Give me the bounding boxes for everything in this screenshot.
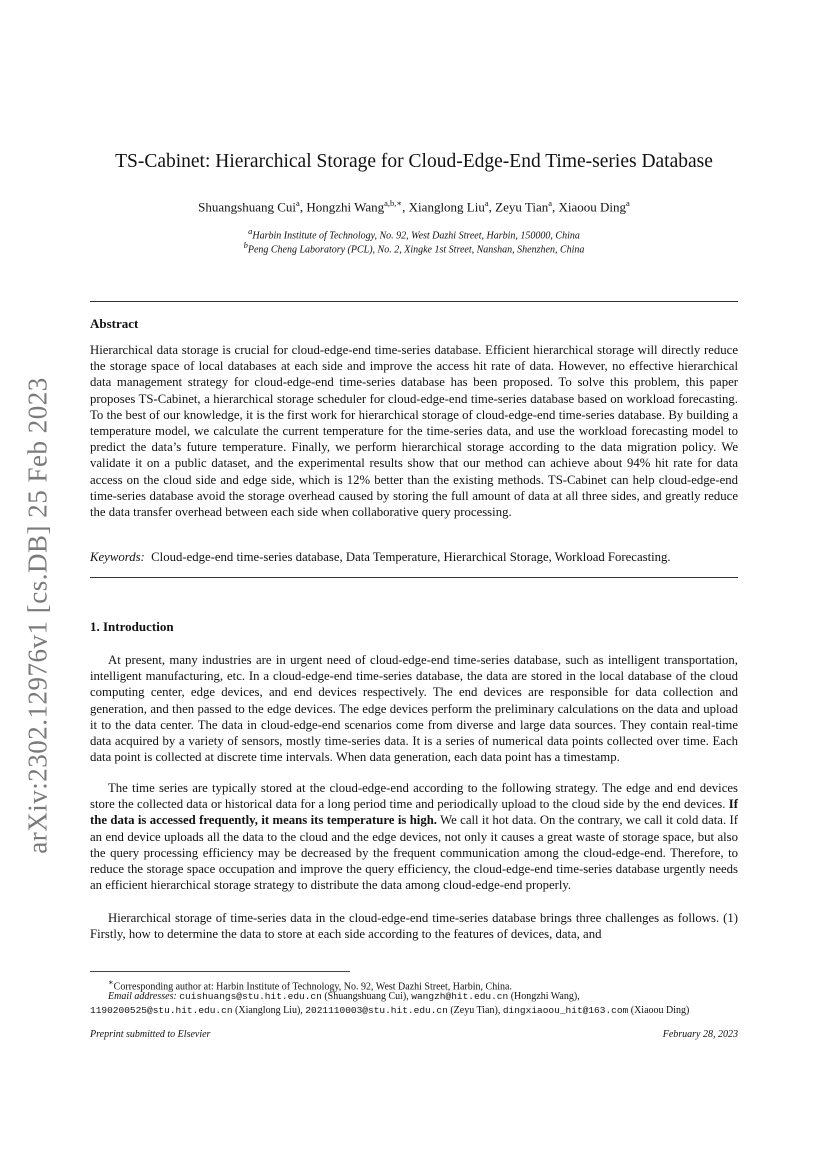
- email-link[interactable]: dingxiaoou_hit@163.com: [502, 1004, 629, 1016]
- keywords-text: Cloud-edge-end time-series database, Data Temperature, Hierarchical Storage, Workload Forecasting.: [151, 550, 671, 564]
- paper-title: TS-Cabinet: Hierarchical Storage for Cloud-Edge-End Time-series Database: [115, 151, 713, 172]
- footer-preprint-note: Preprint submitted to Elsevier: [90, 1029, 211, 1040]
- emphasized-sentence: If the data is accessed frequently, it means its temperature is high.: [90, 797, 738, 828]
- affiliation-b: [90, 240, 738, 255]
- footer-date: February 28, 2023: [662, 1029, 738, 1040]
- introduction-paragraph-2: [90, 780, 738, 893]
- abstract-text: Hierarchical data storage is crucial for cloud-edge-end time-series database. Efficient hierarchical storage will directly reduce the storage space of local databases at each side and improve the access hit rate of data. However, no effective hierarchical data management strategy for cloud-edge-end time-series database has been proposed. To solve this problem, this paper proposes TS-Cabinet, a hierarchical storage scheduler for cloud-edge-end time-series database based on workload forecasting. To the best of our knowledge, it is the first work for hierarchical storage of cloud-edge-end time-series database. By building a temperature model, we calculate the current temperature for the time-series data, and use the workload forecasting model to predict the data’s future temperature. Finally, we perform hierarchical storage according to the data migration policy. We validate it on a public dataset, and the experimental results show that our method can achieve about 94% hit rate for data access on the cloud side and edge side, which is 12% better than the existing methods. TS-Cabinet can help cloud-edge-end time-series database avoid the storage overhead caused by storing the full amount of data at all three sides, and greatly reduce the data transfer overhead between each side when collaborative query processing.: [90, 343, 738, 520]
- email-link[interactable]: wangzh@hit.edu.cn: [411, 991, 509, 1002]
- email-owner: (Xiaoou Ding): [628, 1004, 690, 1016]
- introduction-paragraph-1: At present, many industries are in urgent need of cloud-edge-end time-series database, such as intelligent transportation, intelligent manufacturing, etc. In a cloud-edge-end time-series database, the data are stored in the local database of the cloud computing center, edge devices, and end devices respectively. The end devices are responsible for data collection and generation, and then passed to the edge devices. The edge devices perform the preliminary calculations on the data and upload it to the data center. The data in cloud-edge-end scenarios come from diverse and large data sources. They contain real-time data acquired by a variety of sensors, mostly time-series data. It is a series of numerical data points collected over time. Each data point is collected at discrete time intervals. When data generation, each data point has a timestamp.: [90, 653, 738, 765]
- email-link[interactable]: 1190200525@stu.hit.edu.cn: [90, 1004, 233, 1016]
- author-name: Xiaoou Ding: [558, 199, 627, 215]
- author-affiliation-mark: a: [626, 198, 630, 208]
- abstract-heading: Abstract: [90, 316, 139, 331]
- author-affiliation-mark: a,b,∗: [384, 198, 403, 208]
- email-owner: (Shuangshuang Cui),: [321, 991, 412, 1002]
- introduction-heading: 1. Introduction: [90, 619, 174, 634]
- email-owner: (Xianglong Liu),: [232, 1004, 306, 1016]
- author-name: Hongzhi Wang: [306, 199, 385, 215]
- author-separator: ,: [552, 199, 559, 215]
- email-footnote: [90, 990, 738, 1017]
- author-affiliation-mark: a: [296, 198, 300, 208]
- author-affiliation-mark: a: [548, 198, 553, 208]
- email-owner: (Hongzhi Wang),: [508, 991, 580, 1002]
- arxiv-identifier-stamp: [8, 365, 68, 865]
- abstract-top-rule: [90, 301, 738, 302]
- footnote-text: Corresponding author at: Harbin Institute of Technology, No. 92, West Dazhi Street, Harbin, China.: [113, 981, 512, 993]
- keywords-label: Keywords:: [90, 550, 145, 564]
- author-separator: ,: [299, 199, 307, 215]
- introduction-paragraph-3: Hierarchical storage of time-series data in the cloud-edge-end time-series database brings three challenges as follows. (1) Firstly, how to determine the data to store at each side according to the features of devices, data, and: [90, 911, 738, 942]
- paragraph-text: The time series are typically stored at the cloud-edge-end according to the following strategy. The edge and end devices store the collected data or historical data for a long period time and periodically upload to the cloud side by the end devices.: [90, 781, 738, 812]
- email-link[interactable]: cuishuangs@stu.hit.edu.cn: [179, 991, 322, 1002]
- author-separator: ,: [488, 199, 496, 215]
- keywords: [90, 549, 738, 565]
- paragraph-text: We call it hot data. On the contrary, we call it cold data. If an end device uploads all the data to the cloud and the edge devices, not only it causes a great waste of storage space, but also the query processing efficiency may be decreased by the frequent communication among the cloud-edge-end. Therefore, to reduce the storage space occupation and improve the query efficiency, the cloud-edge-end time-series database urgently needs an efficient hierarchical storage strategy to distribute the data among cloud-edge-end properly.: [90, 813, 738, 893]
- affiliation-text: Harbin Institute of Technology, No. 92, West Dazhi Street, Harbin, 150000, China: [252, 230, 580, 242]
- author-affiliation-mark: a: [484, 198, 489, 208]
- email-owner: (Zeyu Tian),: [447, 1004, 503, 1016]
- email-link[interactable]: 2021110003@stu.hit.edu.cn: [305, 1004, 448, 1016]
- email-label: Email addresses:: [108, 991, 177, 1002]
- footnote-mark: ∗: [108, 978, 114, 987]
- author-list: [90, 198, 738, 215]
- affiliation-text: Peng Cheng Laboratory (PCL), No. 2, Xingke 1st Street, Nanshan, Shenzhen, China: [247, 244, 585, 256]
- arxiv-identifier-text: arXiv:2302.12976v1 [cs.DB] 25 Feb 2023: [22, 376, 53, 854]
- footnote-rule: [90, 971, 350, 972]
- author-separator: ,: [402, 199, 409, 215]
- affiliation-label: a: [248, 226, 253, 236]
- author-name: Xianglong Liu: [408, 199, 485, 215]
- author-name: Shuangshuang Cui: [198, 199, 297, 215]
- author-name: Zeyu Tian: [495, 199, 549, 215]
- abstract-bottom-rule: [90, 577, 738, 578]
- affiliation-label: b: [243, 240, 248, 250]
